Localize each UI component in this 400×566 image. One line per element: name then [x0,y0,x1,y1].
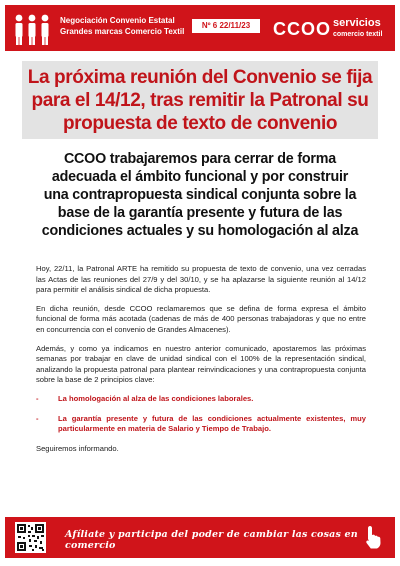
closing-line: Seguiremos informando. [36,443,119,453]
headline-line1: La próxima reunión del Convenio se fija [27,66,373,88]
headline-line2: para el 14/12, tras remitir la Patronal su [31,89,369,111]
headline-line3: propuesta de texto de convenio [62,112,338,134]
subheadline-line3: una contrapropuesta sindical conjunta sobre la [43,187,357,203]
subheadline-line2: adecuada el ámbito funcional y por construir [51,169,349,185]
ccoo-logo-text: CCOO [273,19,331,39]
header-banner [5,5,395,51]
headline-box [22,61,378,139]
principle-item-2 [36,414,366,435]
article-body [36,264,366,462]
list-dash: - [36,393,39,403]
principle-text-2: La garantía presente y futura de las condiciones actualmente existentes, muy particularmente en materia de Salario y Tiempo de Trabajo. [58,413,366,434]
principle-item-1 [36,394,366,405]
footer-banner [5,517,395,558]
subheadline-line5: condiciones actuales y su homologación al alza [41,223,359,239]
people-group-icon [13,12,51,46]
newsletter-title-line2: Grandes marcas Comercio Textil [60,27,185,36]
paragraph-1: Hoy, 22/11, la Patronal ARTE ha remitido su propuesta de texto de convenio, una vez cerradas las Actas de las reuniones del 27/9 y del 30/10, y se ha aplazarse la siguiente reunión al 14/12 para permitir el análisis sindical de dicha propuesta. [36,264,366,295]
headline [28,66,372,135]
newsletter-title [60,15,184,37]
subheadline-line4: base de la garantía presente y futura de las [57,205,343,221]
qr-code-icon[interactable] [15,522,46,553]
newsletter-title-line1: Negociación Convenio Estatal [60,16,175,25]
issue-badge: Nº 6 22/11/23 [192,19,260,33]
principle-text-1: La homologación al alza de las condiciones laborales. [58,393,254,403]
ccoo-logo [273,13,391,43]
hand-pointer-icon [361,524,387,550]
paragraph-3: Además, y como ya indicamos en nuestro anterior comunicado, apostaremos las próximas semanas por trabajar en clave de unidad sindical con el 100% de la representación sindical, analizando la propuesta patronal para plantear reinvindicaciones y una contrapropuesta conjunta sobre la base de 2 principios clave: [36,343,366,385]
brand-comercio-textil: comercio textil [333,31,383,38]
footer-slogan: Afíliate y participa del poder de cambiar las cosas en comercio [65,529,358,551]
subheadline [22,150,378,240]
subheadline-line1: CCOO trabajaremos para cerrar de forma [63,151,337,167]
paragraph-2: En dicha reunión, desde CCOO reclamaremos que se defina de forma expresa el ámbito funcional de forma más acotada (cadenas de más de 400 personas trabajadoras y que no entre en concurrencia con el convenio de Grandes Almacenes). [36,303,366,334]
principles-list [36,394,366,435]
brand-servicios: servicios [333,17,381,29]
list-dash: - [36,413,39,423]
